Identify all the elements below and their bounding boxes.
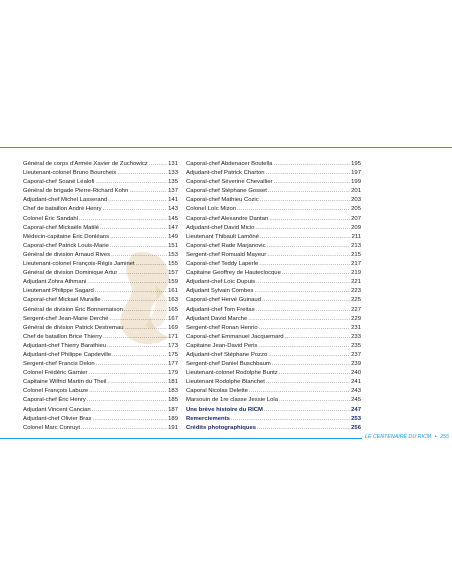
page-number: 255	[440, 434, 449, 440]
toc-entry-title: Adjudant Sylvain Combes	[186, 288, 254, 295]
toc-entry-title: Caporal-chef Mathieu Cozic	[186, 197, 259, 204]
toc-entry-title: Marsouin de 1re classe Jessie Lola	[186, 397, 279, 404]
toc-entry	[23, 360, 178, 369]
toc-entry-title: Caporal-chef Mickael Muraille	[23, 297, 101, 304]
toc-entry-page: 143	[168, 206, 178, 213]
toc-entry-page: 256	[351, 424, 361, 431]
toc-entry-title: Colonel François Labuze	[23, 388, 89, 395]
toc-entry	[186, 196, 361, 205]
toc-entry-title: Caporal-chef Stéphane Gosset	[186, 188, 267, 195]
toc-entry-title: Caporal-chef Soané Léalofi	[23, 179, 95, 186]
toc-entry-title: Adjudant-chef Loïc Dupuis	[186, 279, 256, 286]
toc-leader-dots	[256, 306, 350, 315]
toc-entry-title: Une brève histoire du RICM	[186, 406, 263, 413]
footer-rule	[0, 438, 362, 439]
toc-entry-page: 195	[351, 161, 361, 167]
toc-entry	[186, 178, 361, 187]
toc-entry	[23, 387, 178, 396]
toc-entry	[23, 351, 178, 360]
toc-entry-title: Chef de bataillon André Henry	[23, 206, 102, 213]
toc-leader-dots	[124, 306, 167, 315]
toc-entry-page: 211	[351, 233, 361, 240]
toc-entry-title: Adjudant-chef Michel Lasserand	[23, 197, 108, 204]
toc-entry-title: Adjudant-chef Stéphane Pozzo	[186, 351, 268, 358]
toc-entry-title: Lieutenant Rodolphe Blanchet	[186, 379, 265, 386]
toc-entry-page: 225	[351, 297, 361, 304]
toc-entry-page: 231	[351, 324, 361, 331]
running-title: LE CENTENAIRE DU RICM	[365, 434, 432, 440]
toc-leader-dots	[107, 378, 167, 387]
toc-entry-title: Caporal-chef Hervé Guinaud	[186, 297, 261, 304]
toc-entry-page: 223	[351, 288, 361, 295]
toc-leader-dots	[279, 369, 350, 378]
toc-leader-dots	[272, 360, 350, 369]
toc-leader-dots	[87, 278, 167, 287]
toc-entry	[186, 378, 361, 387]
toc-leader-dots	[285, 333, 350, 342]
toc-entry	[186, 396, 361, 405]
toc-entry	[23, 205, 178, 214]
page-footer	[0, 433, 452, 445]
toc-entry	[186, 269, 361, 278]
toc-entry-page: 181	[168, 379, 178, 386]
toc-entry-page: 187	[168, 406, 178, 413]
toc-entry-title: Caporal-chef Alexandre Dantan	[186, 215, 269, 222]
toc-leader-dots	[89, 369, 168, 378]
toc-entry-title: Adjudant-chef Thierry Barathieu	[23, 342, 107, 349]
toc-entry	[23, 160, 178, 169]
toc-leader-dots	[268, 187, 350, 196]
toc-leader-dots	[282, 269, 350, 278]
toc-entry-title: Colonel Marc Conruyt	[23, 424, 80, 431]
toc-entry	[23, 269, 178, 278]
toc-leader-dots	[273, 178, 350, 187]
toc-leader-dots	[248, 315, 350, 324]
toc-entry-page: 155	[168, 261, 178, 268]
toc-entry	[186, 160, 361, 169]
toc-entry-title: Sergent-chef Jean-Marie Derché	[23, 315, 109, 322]
toc-entry	[23, 378, 178, 387]
toc-entry-page: 175	[168, 351, 178, 358]
toc-entry-page: 137	[168, 188, 178, 195]
toc-entry-title: Général de division Éric Bonnemaison	[23, 306, 123, 313]
toc-entry	[23, 342, 178, 351]
toc-entry-title: Général de division Patrick Destremau	[23, 324, 124, 331]
toc-entry	[186, 406, 361, 415]
toc-entry-title: Adjudant-chef David Micio	[186, 224, 255, 231]
toc-entry-title: Adjudant-chef Patrick Charton	[186, 170, 265, 177]
toc-leader-dots	[264, 406, 350, 415]
toc-entry-page: 135	[168, 179, 178, 186]
toc-entry	[23, 233, 178, 242]
toc-entry	[23, 315, 178, 324]
toc-entry-page: 177	[168, 361, 178, 368]
toc-entry-page: 221	[351, 279, 361, 286]
toc-entry-page: 151	[168, 242, 178, 249]
toc-entry-title: Capitaine Jean-David Peris	[186, 342, 258, 349]
toc-entry	[186, 296, 361, 305]
toc-entry-title: Adjudant-chef Olivier Bras	[23, 415, 92, 422]
toc-entry-title: Général de division Arnaud Rives	[23, 251, 111, 258]
toc-leader-dots	[260, 233, 350, 242]
toc-entry-page: 147	[168, 224, 178, 231]
toc-entry-page: 197	[351, 170, 361, 177]
toc-leader-dots	[258, 342, 350, 351]
toc-leader-dots	[103, 205, 167, 214]
toc-entry-page: 149	[168, 233, 178, 240]
toc-leader-dots	[96, 360, 167, 369]
toc-entry-page: 247	[351, 406, 361, 413]
footer-separator: •	[434, 434, 437, 440]
toc-entry-page: 171	[168, 333, 178, 340]
toc-leader-dots	[102, 296, 167, 305]
toc-entry-title: Crédits photographiques	[186, 424, 257, 431]
toc-entry	[186, 224, 361, 233]
toc-entry	[186, 351, 361, 360]
toc-entry-title: Adjudant-chef Philippe Capdeville	[23, 351, 112, 358]
toc-leader-dots	[125, 324, 167, 333]
toc-entry-page: 227	[351, 306, 361, 313]
toc-leader-dots	[257, 424, 350, 433]
toc-leader-dots	[260, 196, 350, 205]
toc-entry	[23, 306, 178, 315]
toc-entry-title: Caporal-chef Emmanuel Jacquemard	[186, 333, 284, 340]
toc-leader-dots	[149, 160, 167, 169]
toc-leader-dots	[266, 169, 350, 178]
toc-entry	[186, 306, 361, 315]
toc-entry	[186, 242, 361, 251]
toc-leader-dots	[112, 351, 167, 360]
toc-leader-dots	[103, 333, 167, 342]
toc-entry-page: 157	[168, 270, 178, 277]
toc-leader-dots	[111, 251, 167, 260]
toc-entry	[23, 296, 178, 305]
toc-entry	[186, 324, 361, 333]
toc-leader-dots	[110, 233, 167, 242]
toc-entry-title: Général de corps d’Armée Xavier de Zuchowicz	[23, 161, 148, 167]
toc-entry-page: 205	[351, 206, 361, 213]
toc-entry-page: 203	[351, 197, 361, 204]
toc-entry-page: 201	[351, 188, 361, 195]
toc-leader-dots	[129, 187, 167, 196]
toc-entry-page: 191	[168, 424, 178, 431]
toc-entry	[23, 415, 178, 424]
toc-leader-dots	[87, 396, 167, 405]
toc-entry-page: 173	[168, 342, 178, 349]
toc-leader-dots	[108, 196, 167, 205]
toc-column-left	[23, 160, 178, 433]
toc-entry-title: Chef de bataillon Brice Thierry	[23, 333, 103, 340]
toc-entry-page: 237	[351, 351, 361, 358]
toc-entry-page: 233	[351, 333, 361, 340]
toc-entry	[186, 287, 361, 296]
toc-entry-title: Colonel Loïc Mizon	[186, 206, 237, 213]
toc-entry-title: Remerciements	[186, 415, 230, 422]
toc-leader-dots	[255, 224, 350, 233]
toc-entry-title: Caporal-chef Éric Henry	[23, 397, 86, 404]
toc-entry	[23, 406, 178, 415]
toc-entry-page: 215	[351, 251, 361, 258]
header-rule	[0, 147, 452, 148]
toc-entry-title: Colonel Éric Sandahl	[23, 215, 79, 222]
toc-entry-page: 183	[168, 388, 178, 395]
toc-entry-title: Caporal Nicolas Delette	[186, 388, 248, 395]
toc-entry	[186, 169, 361, 178]
toc-entry-title: Lieutenant Philippe Sagard	[23, 288, 94, 295]
toc-entry-title: Général de division Dominique Artur	[23, 270, 118, 277]
toc-entry	[186, 424, 361, 433]
toc-entry-title: Adjudant David Marche	[186, 315, 248, 322]
toc-entry-title: Adjudant Vincent Cancian	[23, 406, 91, 413]
toc-leader-dots	[267, 242, 350, 251]
toc-entry-title: Caporal-chef Patrick Louis-Marie	[23, 242, 109, 249]
toc-leader-dots	[266, 378, 350, 387]
toc-entry-page: 239	[351, 361, 361, 368]
toc-entry-page: 159	[168, 279, 178, 286]
toc-leader-dots	[269, 215, 350, 224]
toc-leader-dots	[92, 415, 167, 424]
toc-entry-title: Sergent-chef Francis Delon	[23, 361, 95, 368]
toc-entry-page: 165	[168, 306, 178, 313]
toc-entry-page: 217	[351, 261, 361, 268]
toc-entry-page: 219	[351, 270, 361, 277]
toc-entry-page: 167	[168, 315, 178, 322]
toc-leader-dots	[89, 387, 167, 396]
toc-entry-page: 145	[168, 215, 178, 222]
toc-entry-page: 179	[168, 370, 178, 377]
toc-leader-dots	[109, 315, 167, 324]
toc-entry	[186, 415, 361, 424]
toc-entry-page: 213	[351, 242, 361, 249]
toc-entry	[23, 324, 178, 333]
toc-entry	[23, 333, 178, 342]
toc-entry-title: Capitaine Wilfrid Martin du Theil	[23, 379, 107, 386]
toc-entry	[23, 424, 178, 433]
toc-leader-dots	[92, 406, 167, 415]
toc-entry	[186, 360, 361, 369]
toc-entry	[186, 369, 361, 378]
toc-leader-dots	[268, 351, 350, 360]
toc-entry	[186, 205, 361, 214]
toc-entry-page: 169	[168, 324, 178, 331]
toc-entry	[23, 178, 178, 187]
toc-leader-dots	[95, 287, 167, 296]
toc-entry-page: 207	[351, 215, 361, 222]
toc-entry-page: 245	[351, 397, 361, 404]
toc-leader-dots	[279, 396, 350, 405]
toc-leader-dots	[256, 278, 350, 287]
toc-entry-title: Médecin-capitaine Éric Donléans	[23, 233, 110, 240]
toc-entry-title: Capitaine Geoffrey de Hauteclocque	[186, 270, 281, 277]
toc-entry-title: Caporal-chef Mickaële Matilé	[23, 224, 99, 231]
toc-leader-dots	[259, 324, 350, 333]
toc-entry-page: 131	[168, 161, 178, 167]
toc-entry-page: 185	[168, 397, 178, 404]
toc-entry-title: Adjudant-chef Tom Freitas	[186, 306, 255, 313]
toc-entry	[186, 333, 361, 342]
toc-leader-dots	[100, 224, 167, 233]
toc-entry	[23, 196, 178, 205]
toc-entry	[23, 278, 178, 287]
toc-entry-title: Caporal-chef Abdenacer Boutella	[186, 161, 273, 167]
toc-entry-page: 243	[351, 388, 361, 395]
toc-entry	[23, 260, 178, 269]
toc-leader-dots	[81, 424, 167, 433]
toc-entry-page: 235	[351, 342, 361, 349]
toc-entry	[23, 215, 178, 224]
toc-entry-title: Adjudant Zohra Athmani	[23, 279, 87, 286]
footer-running-head	[365, 434, 449, 440]
toc-entry-page: 161	[168, 288, 178, 295]
toc-entry	[23, 169, 178, 178]
toc-entry-page: 209	[351, 224, 361, 231]
toc-entry-page: 229	[351, 315, 361, 322]
toc-entry	[23, 251, 178, 260]
toc-leader-dots	[107, 342, 167, 351]
toc-entry-title: Sergent-chef Romuald Mayeur	[186, 251, 267, 258]
toc-entry-page: 199	[351, 179, 361, 186]
toc-leader-dots	[110, 242, 167, 251]
toc-leader-dots	[95, 178, 167, 187]
toc-entry-page: 240	[351, 370, 361, 377]
toc-entry-page: 163	[168, 297, 178, 304]
toc-entry-title: Général de brigade Pierre-Richard Kohn	[23, 188, 129, 195]
toc-entry	[23, 287, 178, 296]
toc-entry-page: 153	[168, 251, 178, 258]
toc-entry	[186, 315, 361, 324]
toc-entry-page: 189	[168, 415, 178, 422]
toc-entry	[23, 242, 178, 251]
toc-leader-dots	[273, 160, 350, 169]
toc-entry-page: 253	[351, 415, 361, 422]
toc-entry-page: 141	[168, 197, 178, 204]
toc-entry-title: Colonel Frédéric Garnier	[23, 370, 88, 377]
toc-leader-dots	[117, 169, 167, 178]
toc-entry-title: Lieutenant-colonel François-Régis Jaminet	[23, 261, 135, 268]
toc-entry	[186, 387, 361, 396]
toc-entry	[186, 215, 361, 224]
toc-entry	[23, 396, 178, 405]
toc-column-right	[186, 160, 361, 433]
toc-leader-dots	[249, 387, 350, 396]
toc-entry	[23, 369, 178, 378]
toc-leader-dots	[118, 269, 167, 278]
toc-entry-title: Sergent-chef Daniel Buschbaum	[186, 361, 271, 368]
toc-entry	[23, 187, 178, 196]
toc-leader-dots	[136, 260, 167, 269]
toc-leader-dots	[79, 215, 167, 224]
toc-entry	[186, 187, 361, 196]
toc-entry	[186, 260, 361, 269]
toc-leader-dots	[267, 251, 350, 260]
toc-entry-title: Caporal-chef Séverine Chevallier	[186, 179, 273, 186]
toc-leader-dots	[237, 205, 350, 214]
toc-entry	[186, 342, 361, 351]
toc-leader-dots	[254, 287, 350, 296]
toc-entry	[186, 251, 361, 260]
toc-entry-page: 133	[168, 170, 178, 177]
toc-leader-dots	[262, 296, 350, 305]
toc-leader-dots	[231, 415, 350, 424]
toc-leader-dots	[259, 260, 350, 269]
toc-entry	[23, 224, 178, 233]
toc-entry-title: Caporal-chef Teddy Laperle	[186, 261, 259, 268]
toc-entry-title: Sergent-chef Ronan Henrio	[186, 324, 258, 331]
toc-entry	[186, 233, 361, 242]
toc-entry-page: 241	[351, 379, 361, 386]
toc-entry-title: Lieutenant-colonel Rodolphe Buntz	[186, 370, 278, 377]
toc-entry	[186, 278, 361, 287]
toc-entry-title: Lieutenant-colonel Bruno Bourcheix	[23, 170, 117, 177]
toc-entry-title: Lieutenant Thibault Lamôné	[186, 233, 259, 240]
toc-entry-title: Caporal-chef Rade Marjanovic	[186, 242, 266, 249]
